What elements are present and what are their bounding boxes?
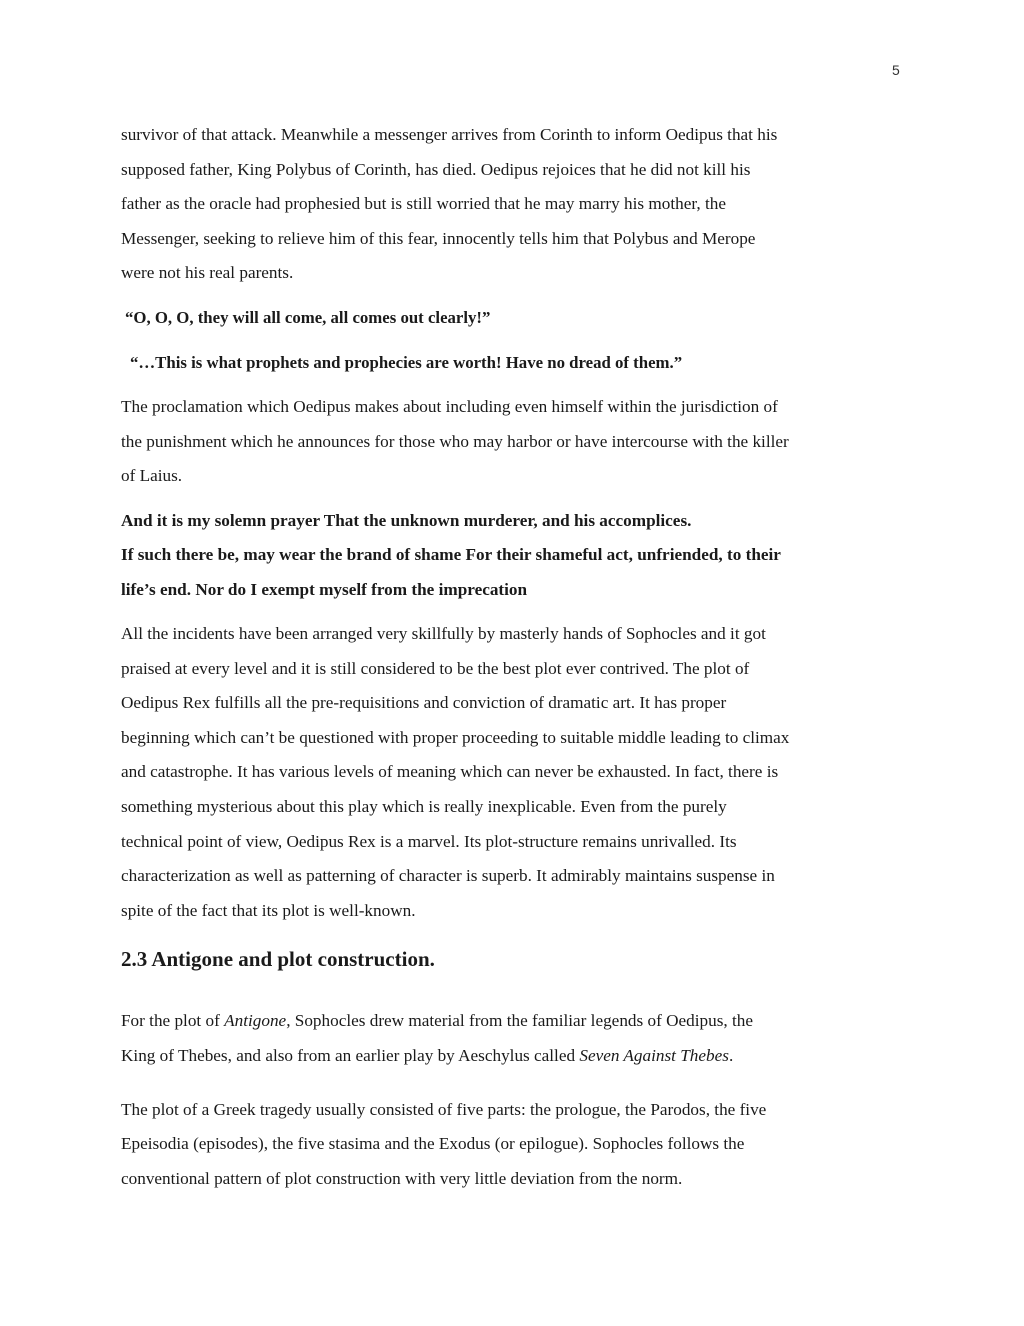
page-number: 5 xyxy=(892,62,900,78)
quote-prophets: “…This is what prophets and prophecies are worth! Have no dread of them.” xyxy=(130,352,683,372)
quote-solemn-prayer: And it is my solemn prayer That the unknown murderer, and his accomplices. If such there be, may wear the brand of shame For their shameful act, unfriended, to their life’s end. Nor do I exempt myself from the imprecation xyxy=(121,510,781,599)
antigone-text-3: . xyxy=(728,1045,734,1065)
antigone-title: Antigone xyxy=(224,1011,287,1031)
paragraph-messenger: survivor of that attack. Meanwhile a messenger arrives from Corinth to inform Oedipus that his supposed father, King Polybus of Corinth, has died. Oedipus rejoices that he did not kill his father as the oracle had prophesied but is still worried that he may marry his mother, the Messenger, seeking to relieve him of this fear, innocently tells him that Polybus and Merope were not his real parents. xyxy=(121,125,778,283)
paragraph-greek-tragedy-parts: The plot of a Greek tragedy usually consisted of five parts: the prologue, the Parodos, the five Epeisodia (episodes), the five stasima and the Exodus (or epilogue). Sophocles follows the conventional pattern of plot construction with very little deviation from the norm. xyxy=(121,1099,767,1188)
antigone-text-1: For the plot of xyxy=(121,1011,225,1031)
document-body xyxy=(121,118,907,1196)
paragraph-plot-incidents: All the incidents have been arranged very skillfully by masterly hands of Sophocles and it got praised at every level and it is still considered to be the best plot ever contrived. The plot of Oedipus Rex fulfills all the pre-requisitions and conviction of dramatic art. It has proper beginning which can’t be questioned with proper proceeding to suitable middle leading to climax and catastrophe. It has various levels of meaning which can never be exhausted. In fact, there is something mysterious about this play which is really inexplicable. Even from the purely technical point of view, Oedipus Rex is a marvel. Its plot-structure remains unrivalled. Its characterization as well as patterning of character is superb. It admirably maintains suspense in spite of the fact that its plot is well-known. xyxy=(121,623,790,920)
seven-against-thebes-title: Seven Against Thebes xyxy=(579,1045,729,1065)
antigone-text-2: , Sophocles drew material from the familiar legends of Oedipus, the King of Thebes, and also from an earlier play by Aeschylus called xyxy=(121,1011,753,1065)
section-heading: 2.3 Antigone and plot construction. xyxy=(121,947,435,972)
paragraph-proclamation: The proclamation which Oedipus makes about including even himself within the jurisdiction of the punishment which he announces for those who may harbor or have intercourse with the killer of Laius. xyxy=(121,396,789,486)
paragraph-antigone-sources xyxy=(121,1004,907,1073)
quote-all-comes-out: “O, O, O, they will all come, all comes out clearly!” xyxy=(125,307,491,327)
